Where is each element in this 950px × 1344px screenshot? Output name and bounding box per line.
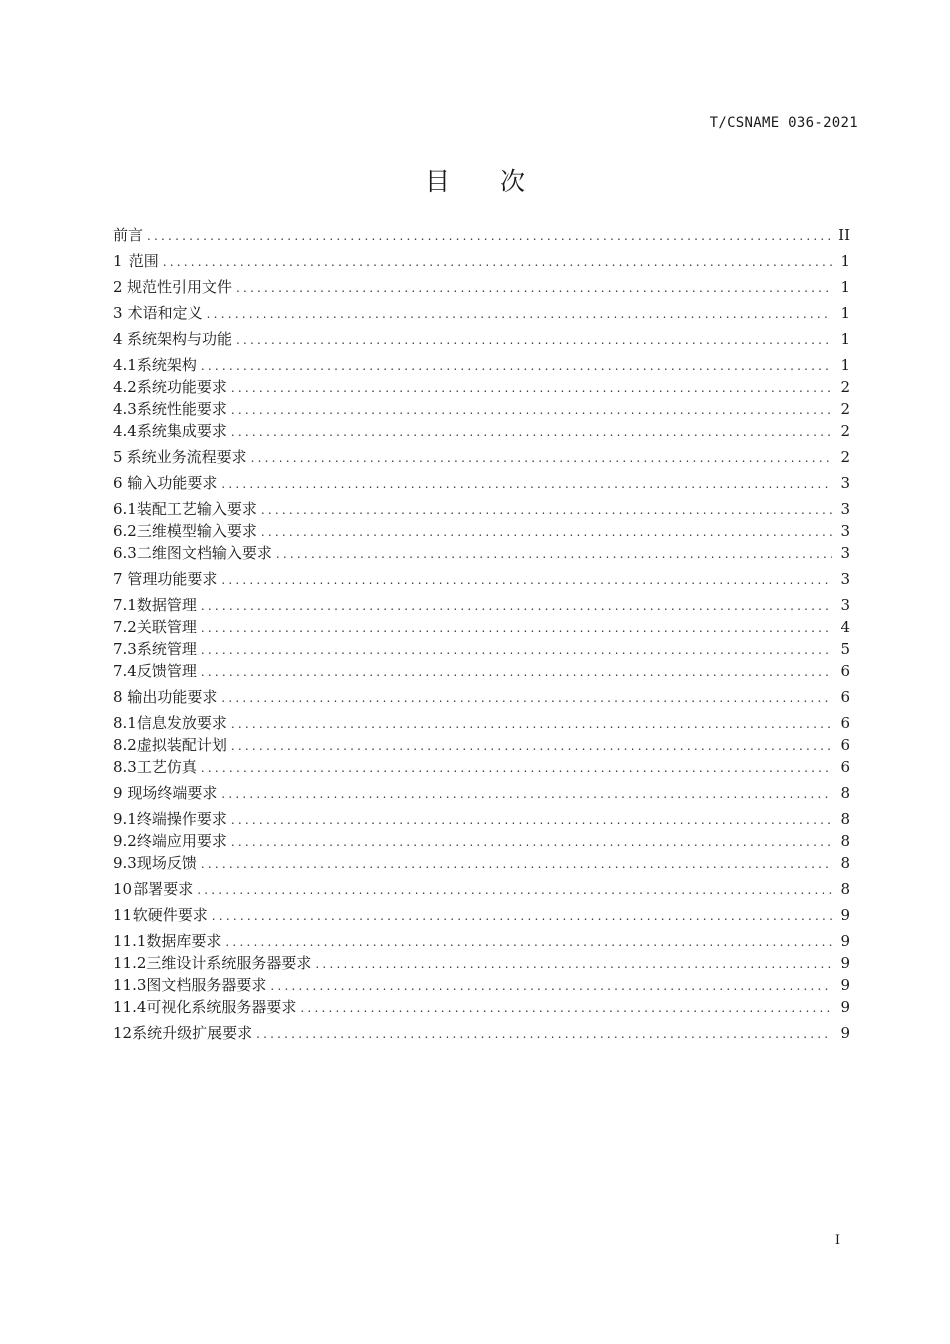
toc-dot-leader [231,713,832,735]
toc-entry[interactable] [113,830,850,852]
toc-entry-page: 9 [840,954,850,972]
toc-entry-label: 二维图文档输入要求 [136,544,272,562]
toc-dot-leader [201,639,832,661]
toc-entry-number: 11.4 [113,998,147,1016]
toc-entry-number: 4.2 [113,378,137,396]
toc-entry-number: 11 [113,906,133,924]
toc-entry-page: 8 [840,832,850,850]
toc-entry-page: 8 [840,854,850,872]
toc-dot-leader [261,521,832,543]
toc-dot-leader [236,277,832,299]
toc-entry-page: 8 [840,784,850,802]
page-number: I [834,1233,840,1248]
toc-entry[interactable] [113,446,850,468]
toc-entry[interactable] [113,756,850,778]
toc-entry-label: 反馈管理 [136,662,197,680]
toc-entry[interactable] [113,520,850,542]
toc-dot-leader [261,499,832,521]
toc-dot-leader [201,355,832,377]
toc-dot-leader [201,757,832,779]
toc-entry-page: 9 [840,1024,850,1042]
toc-entry-page: 1 [840,252,850,270]
toc-entry-number: 9.3 [113,854,137,872]
toc-entry-number: 11.1 [113,932,147,950]
toc-entry-page: 5 [840,640,850,658]
toc-entry-page: 3 [840,474,850,492]
toc-entry[interactable] [113,224,850,246]
toc-entry-number: 11.2 [113,954,147,972]
toc-entry-page: 1 [840,330,850,348]
toc-entry-page: 3 [840,522,850,540]
toc-entry-label: 关联管理 [136,618,197,636]
toc-entry-page: 2 [840,422,850,440]
toc-entry-label: 终端应用要求 [136,832,227,850]
toc-entry-page: 9 [840,906,850,924]
toc-entry-page: 4 [840,618,850,636]
toc-entry-number: 12 [113,1024,133,1042]
toc-entry-label: 系统功能要求 [136,378,227,396]
toc-dot-leader [231,831,832,853]
toc-title-char-1: 目 [424,167,450,196]
toc-dot-leader [201,595,832,617]
standard-code: T/CSNAME 036-2021 [709,115,858,131]
toc-entry-page: 3 [840,544,850,562]
toc-entry[interactable] [113,878,850,900]
toc-entry-label: 现场反馈 [136,854,197,872]
toc-entry-number: 9 [113,784,123,802]
toc-entry-page: 3 [840,500,850,518]
toc-entry-number: 11.3 [113,976,147,994]
toc-dot-leader [212,905,832,927]
toc-entry-number: 7.2 [113,618,137,636]
toc-entry[interactable] [113,302,850,324]
toc-entry-number: 7.1 [113,596,137,614]
toc-entry-number: 3 [113,304,123,322]
toc-dot-leader [231,377,832,399]
toc-entry-page: 6 [840,758,850,776]
toc-entry-number: 6.2 [113,522,137,540]
toc-entry-label: 部署要求 [133,880,194,898]
toc-entry-label: 系统业务流程要求 [126,448,247,466]
toc-entry-page: 2 [840,448,850,466]
toc-entry[interactable] [113,616,850,638]
toc-entry-label: 工艺仿真 [136,758,197,776]
toc-dot-leader [270,975,832,997]
toc-dot-leader [163,251,832,273]
toc-entry-label: 虚拟装配计划 [136,736,227,754]
toc-entry-page: 3 [840,570,850,588]
toc-entry[interactable] [113,250,850,272]
toc-entry-page: 6 [840,736,850,754]
toc-entry[interactable] [113,808,850,830]
toc-dot-leader [231,421,832,443]
toc-entry[interactable] [113,782,850,804]
toc-entry-number: 8.1 [113,714,137,732]
toc-title [0,162,950,198]
toc-entry[interactable] [113,660,850,682]
toc-entry-number: 6.1 [113,500,137,518]
toc-entry[interactable] [113,952,850,974]
toc-entry-page: 2 [840,378,850,396]
toc-dot-leader [256,1023,832,1045]
toc-entry-page: 2 [840,400,850,418]
toc-dot-leader [231,735,832,757]
toc-entry[interactable] [113,328,850,350]
toc-entry-number: 7.3 [113,640,137,658]
toc-entry-number: 6 [113,474,123,492]
toc-entry[interactable] [113,734,850,756]
toc-dot-leader [207,303,832,325]
toc-entry-page: 9 [840,998,850,1016]
toc-entry-label: 装配工艺输入要求 [136,500,257,518]
toc-dot-leader [201,853,832,875]
toc-entry-page: 1 [840,304,850,322]
toc-entry-label: 系统集成要求 [136,422,227,440]
toc-dot-leader [225,931,832,953]
toc-dot-leader [221,569,832,591]
toc-entry-number: 8.2 [113,736,137,754]
toc-entry-label: 前言 [113,226,144,244]
toc-entry-label: 信息发放要求 [136,714,227,732]
toc-title-char-2: 次 [500,167,526,196]
toc-entry[interactable] [113,638,850,660]
toc-entry[interactable] [113,904,850,926]
toc-entry-label: 可视化系统服务器要求 [146,998,297,1016]
toc-entry-label: 术语和定义 [127,304,203,322]
toc-entry-label: 系统性能要求 [136,400,227,418]
toc-entry-number: 5 [113,448,123,466]
toc-dot-leader [236,329,832,351]
toc-entry-number: 4.4 [113,422,137,440]
toc-entry-number: 7.4 [113,662,137,680]
toc-entry-label: 三维设计系统服务器要求 [146,954,312,972]
toc-entry-page: 8 [840,810,850,828]
toc-entry[interactable] [113,712,850,734]
toc-entry-page: 1 [840,356,850,374]
toc-entry-number: 4.3 [113,400,137,418]
toc-dot-leader [251,447,832,469]
toc-entry-label: 管理功能要求 [127,570,218,588]
toc-entry-label: 范围 [128,252,159,270]
toc-entry-page: 9 [840,932,850,950]
toc-entry-number: 9.1 [113,810,137,828]
toc-entry-number: 2 [113,278,123,296]
toc-entry-label: 系统架构与功能 [126,330,232,348]
toc-entry-label: 图文档服务器要求 [146,976,267,994]
toc-entry[interactable] [113,686,850,708]
toc-entry-label: 输入功能要求 [127,474,218,492]
toc-entry[interactable] [113,542,850,564]
toc-entry-label: 系统管理 [136,640,197,658]
toc-dot-leader [231,399,832,421]
toc-entry[interactable] [113,276,850,298]
toc-entry-number: 8 [113,688,123,706]
toc-entry-label: 规范性引用文件 [126,278,232,296]
toc-entry[interactable] [113,568,850,590]
toc-entry-label: 系统架构 [136,356,197,374]
toc-entry-label: 终端操作要求 [136,810,227,828]
toc-dot-leader [276,543,832,565]
toc-entry-page: 6 [840,688,850,706]
toc-entry-page: 6 [840,662,850,680]
toc-dot-leader [231,809,832,831]
toc-entry-page: 8 [840,880,850,898]
toc-dot-leader [197,879,832,901]
toc-dot-leader [221,783,832,805]
toc-entry-number: 1 [113,252,123,270]
toc-entry-page: 6 [840,714,850,732]
toc-dot-leader [201,661,832,683]
toc-dot-leader [300,997,832,1019]
toc-entry[interactable] [113,498,850,520]
toc-entry-label: 数据库要求 [146,932,222,950]
toc-entry-number: 4 [113,330,123,348]
toc-entry-number: 8.3 [113,758,137,776]
toc-entry-number: 9.2 [113,832,137,850]
toc-entry-page: II [838,226,850,244]
toc-entry-label: 软硬件要求 [132,906,208,924]
toc-entry-number: 6.3 [113,544,137,562]
toc-entry-page: 3 [840,596,850,614]
toc-entry[interactable] [113,420,850,442]
toc-entry[interactable] [113,398,850,420]
toc-entry[interactable] [113,930,850,952]
toc-entry-label: 数据管理 [136,596,197,614]
toc-dot-leader [221,687,832,709]
toc-entry-label: 现场终端要求 [127,784,218,802]
toc-entry[interactable] [113,594,850,616]
toc-dot-leader [221,473,832,495]
toc-entry[interactable] [113,974,850,996]
toc-dot-leader [147,225,832,247]
toc-entry[interactable] [113,376,850,398]
toc-entry[interactable] [113,472,850,494]
toc-entry-number: 10 [113,880,133,898]
toc-entry[interactable] [113,354,850,376]
toc-entry-label: 系统升级扩展要求 [132,1024,253,1042]
toc-entry-number: 7 [113,570,123,588]
toc-entry-page: 9 [840,976,850,994]
toc-entry-label: 输出功能要求 [127,688,218,706]
toc-dot-leader [315,953,832,975]
toc-entry-label: 三维模型输入要求 [136,522,257,540]
toc-dot-leader [201,617,832,639]
toc-entry[interactable] [113,996,850,1018]
toc-entry-page: 1 [840,278,850,296]
toc-entry-number: 4.1 [113,356,137,374]
toc-entry[interactable] [113,852,850,874]
table-of-contents [113,224,850,1044]
toc-entry[interactable] [113,1022,850,1044]
